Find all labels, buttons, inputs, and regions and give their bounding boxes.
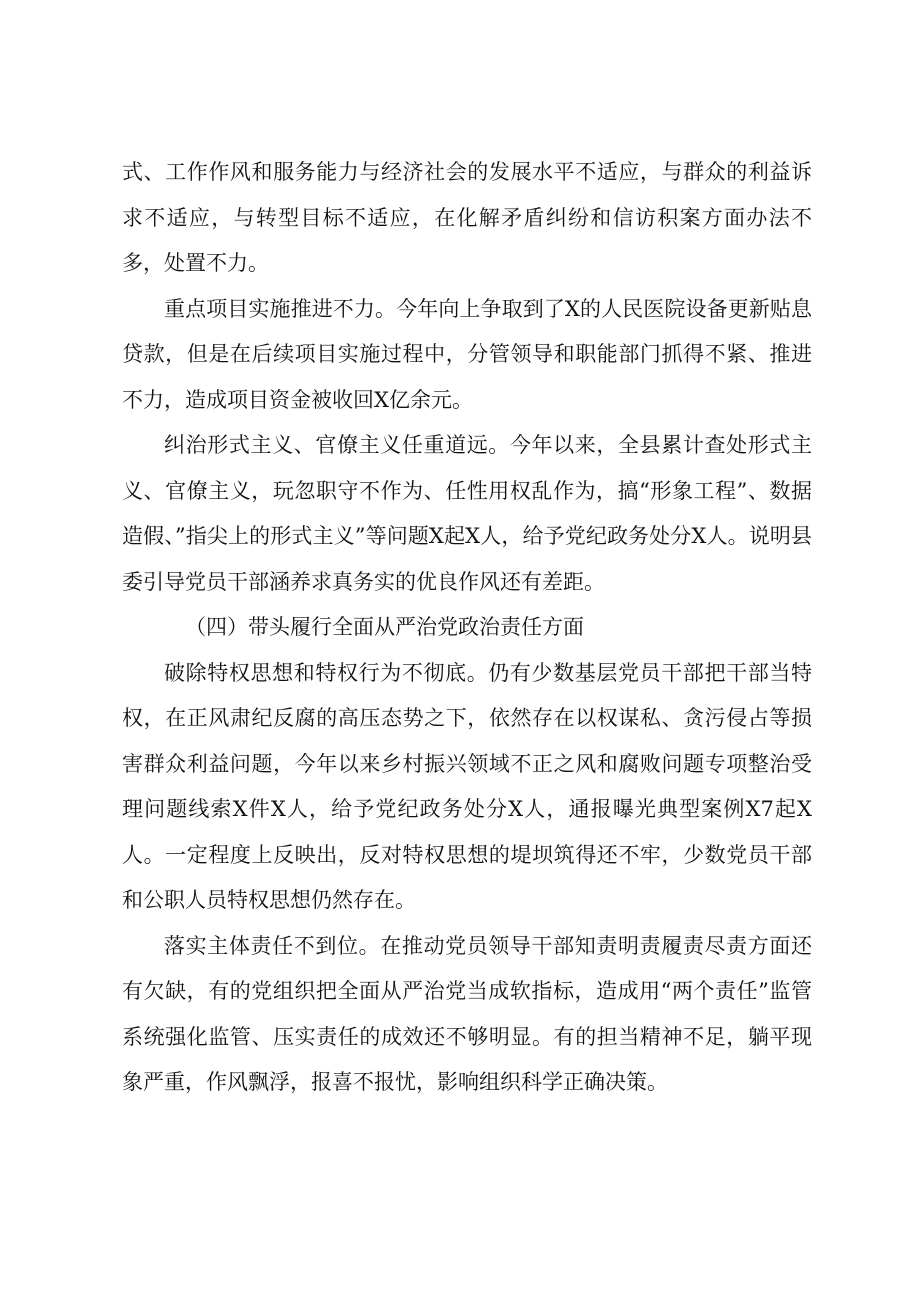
paragraph-responsibility: 落实主体责任不到位。在推动党员领导干部知责明责履责尽责方面还有欠缺，有的党组织把全面从严治党当成软指标，造成用“两个责任”监管系统强化监管、压实责任的成效还不够明显。有的担当精神不足，躺平现象严重，作风飘浮，报喜不报忧，影响组织科学正确决策。 bbox=[122, 933, 812, 1094]
document-body bbox=[122, 150, 812, 1106]
paragraph-formalism: 纠治形式主义、官僚主义任重道远。今年以来，全县累计查处形式主义、官僚主义，玩忽职守不作为、任性用权乱作为，搞“形象工程”、数据造假、”指尖上的形式主义”等问题X起X人，给予党纪政务处分X人。说明县委引导党员干部涵养求真务实的优良作风还有差距。 bbox=[122, 433, 812, 594]
paragraph-continuation: 式、工作作风和服务能力与经济社会的发展水平不适应，与群众的利益诉求不适应，与转型目标不适应，在化解矛盾纠纷和信访积案方面办法不多，处置不力。 bbox=[122, 160, 812, 275]
paragraph-key-projects: 重点项目实施推进不力。今年向上争取到了X的人民医院设备更新贴息贷款，但是在后续项目实施过程中，分管领导和职能部门抓得不紧、推进不力，造成项目资金被收回X亿余元。 bbox=[122, 296, 812, 412]
paragraph-privilege: 破除特权思想和特权行为不彻底。仍有少数基层党员干部把干部当特权，在正风肃纪反腐的高压态势之下，依然存在以权谋私、贪污侵占等损害群众利益问题，今年以来乡村振兴领域不正之风和腐败问题专项整治受理问题线索X件X人，给予党纪政务处分X人，通报曝光典型案例X7起X人。一定程度上反映出，反对特权思想的堤坝筑得还不牢，少数党员干部和公职人员特权思想仍然存在。 bbox=[122, 660, 812, 912]
section-heading: （四）带头履行全面从严治党政治责任方面 bbox=[185, 615, 584, 639]
